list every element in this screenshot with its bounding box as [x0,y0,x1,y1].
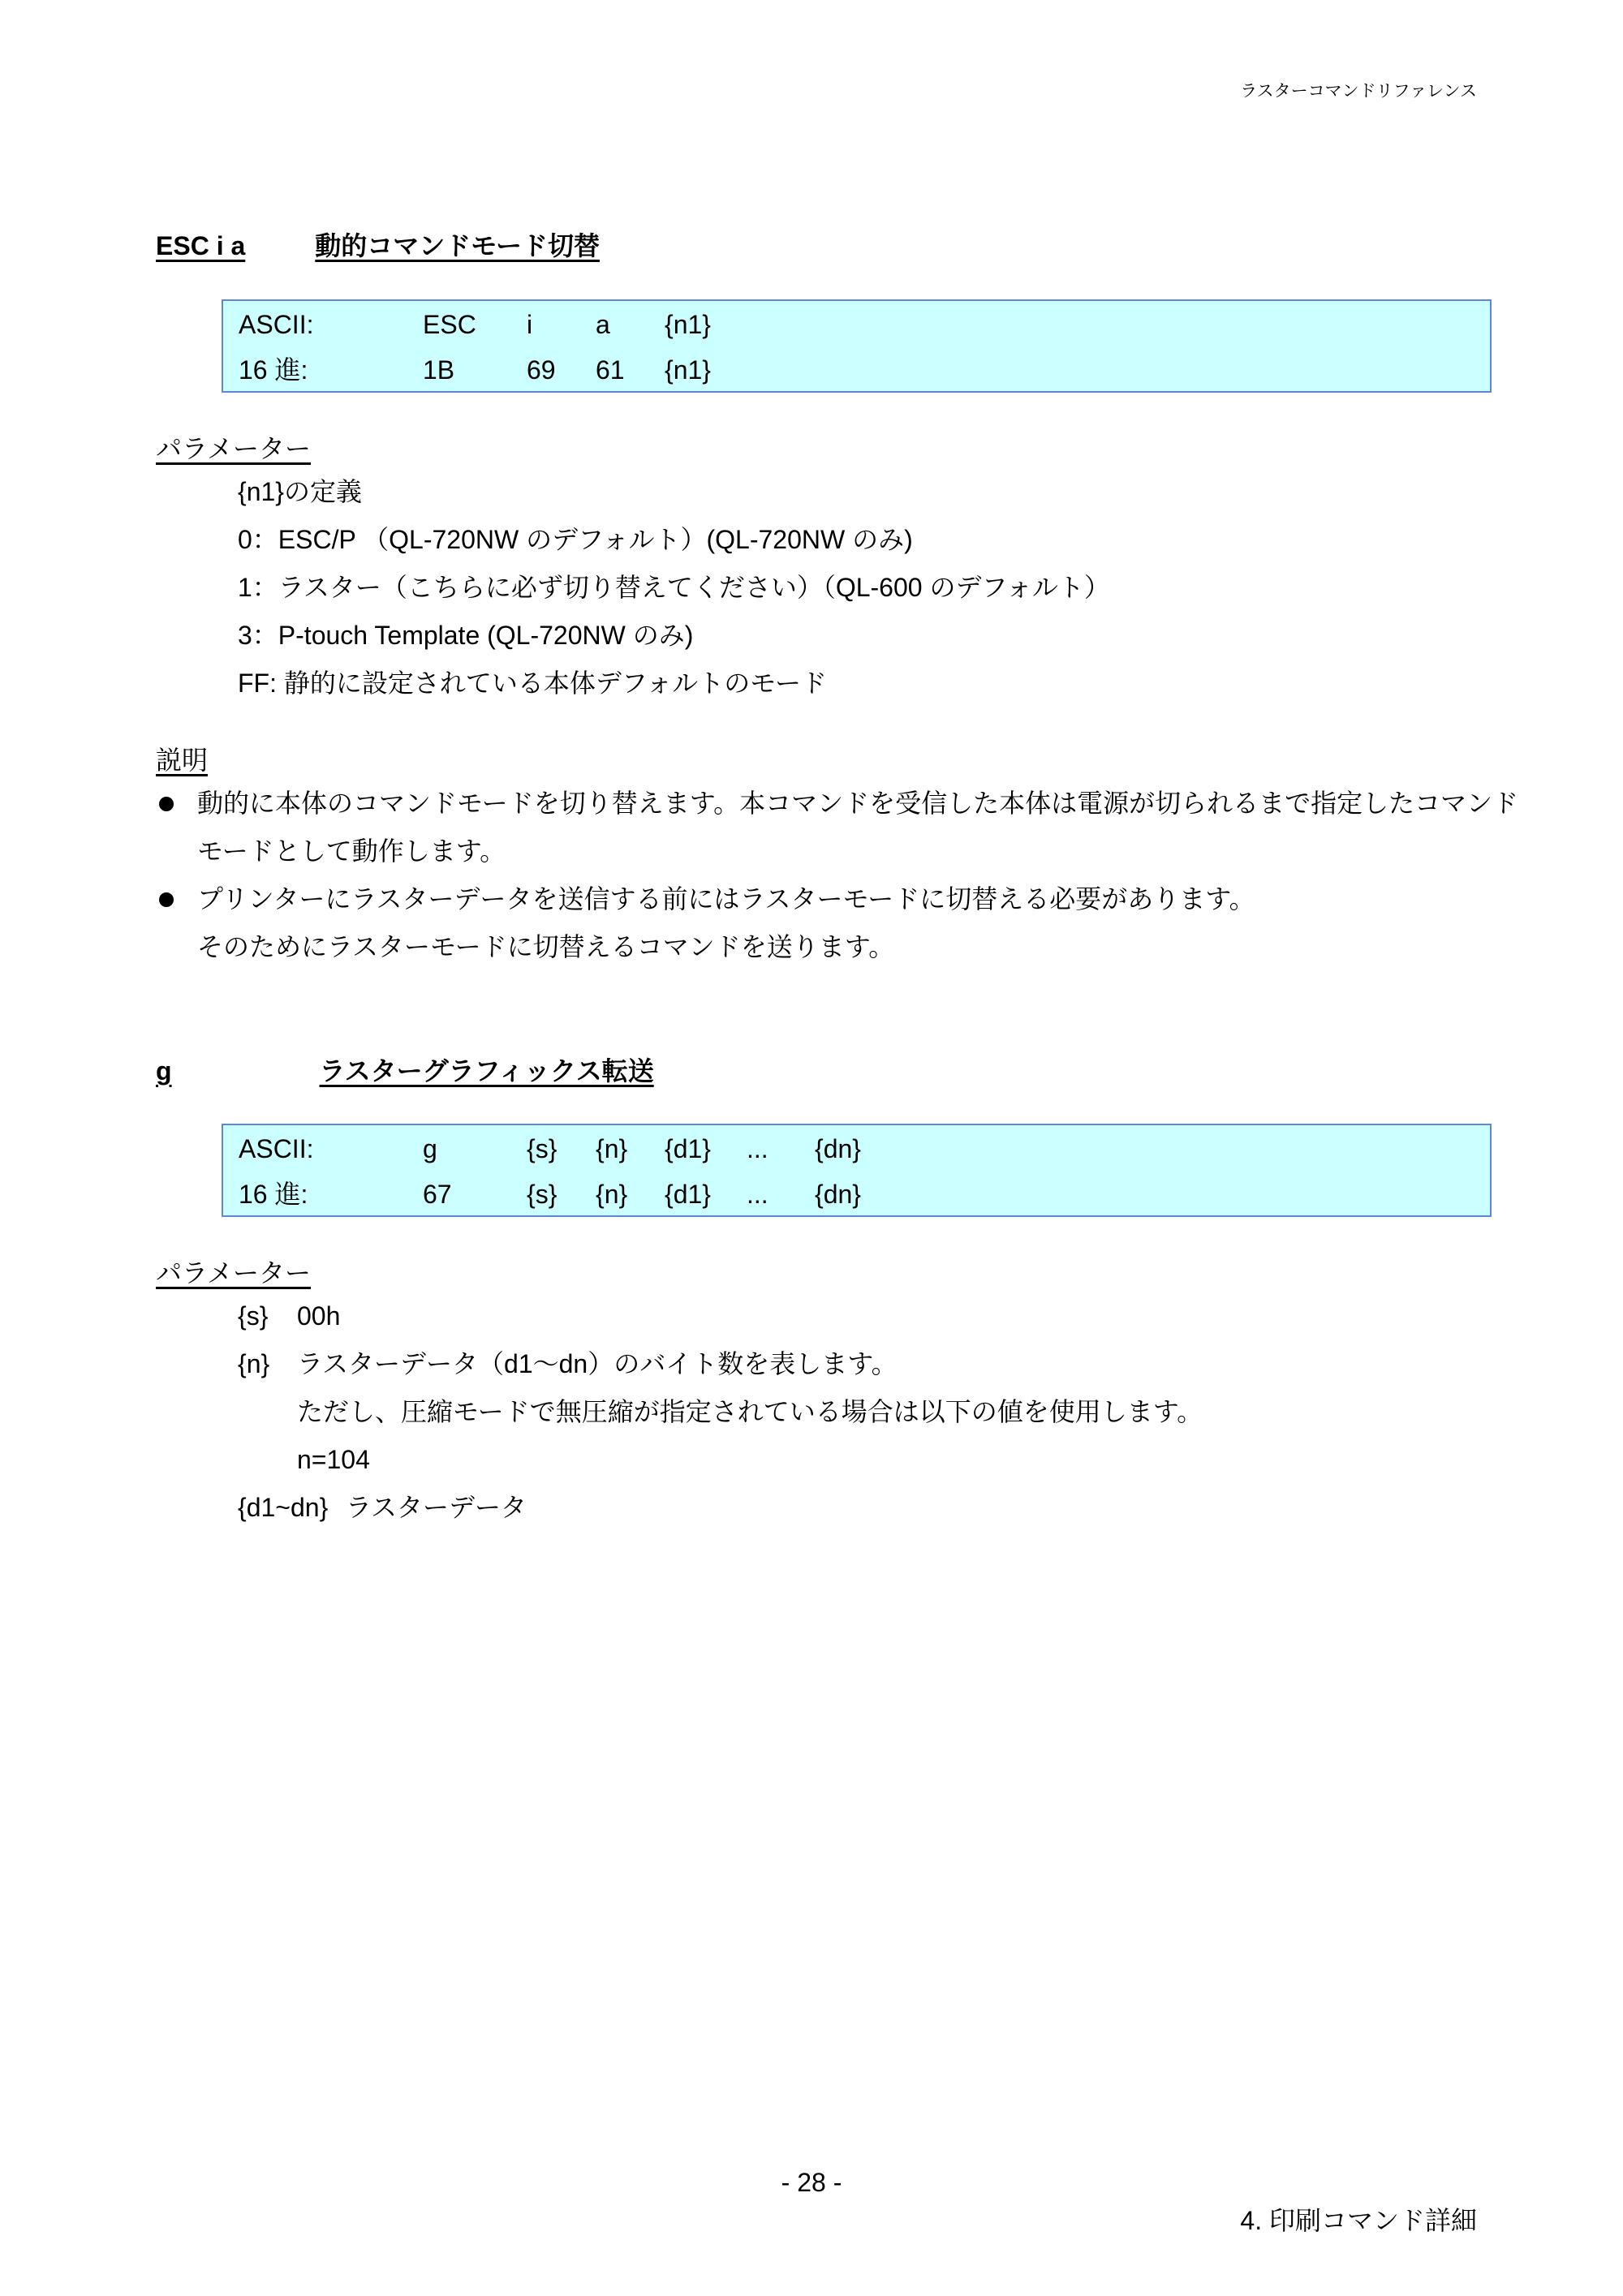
hex-value: {n1} [665,355,711,385]
description-heading: 説明 [156,746,209,775]
hex-value: 67 [423,1180,452,1209]
hex-value: {n} [596,1180,628,1209]
ascii-value: {d1} [665,1134,711,1163]
command-syntax-box [222,299,1492,393]
hex-value: {s} [527,1180,558,1209]
page-number: - 28 - [781,2168,842,2197]
command-title: ラスターグラフィックス転送 [319,1056,654,1086]
param-key: {n} [238,1349,270,1378]
param-line: FF: 静的に設定されている本体デフォルトのモード [238,669,827,698]
command-name: ESC i a [156,231,246,260]
hex-value: {d1} [665,1180,711,1209]
param-text: ラスターデータ（d1～dn）のバイト数を表します。 [297,1349,898,1378]
param-line: 3：P-touch Template (QL-720NW のみ) [238,621,694,650]
command-syntax-box [222,1124,1492,1217]
parameter-heading: パラメーター [156,434,312,463]
param-text: n=104 [297,1445,370,1474]
ascii-row [223,1125,1490,1172]
description-line: そのためにラスターモードに切替えるコマンドを送ります。 [197,932,895,961]
ascii-value: a [596,310,610,339]
description-line: プリンターにラスターデータを送信する前にはラスターモードに切替える必要があります。 [197,884,1255,914]
hex-value: 69 [527,355,556,385]
hex-value: 1B [423,355,455,385]
ascii-value: {dn} [815,1134,861,1163]
section-heading-g [156,1051,654,1088]
ascii-value: ... [747,1134,768,1163]
ascii-value: ESC [423,310,476,339]
hex-label: 16 進: [239,355,308,385]
section-heading-esc-i-a [156,226,600,263]
command-title: 動的コマンドモード切替 [315,231,600,260]
ascii-label: ASCII: [239,310,314,339]
param-line: 0：ESC/P （QL-720NW のデフォルト）(QL-720NW のみ) [238,525,913,554]
ascii-value: {n1} [665,310,711,339]
ascii-value: {s} [527,1134,558,1163]
ascii-row [223,301,1490,348]
hex-label: 16 進: [239,1180,308,1209]
hex-value: ... [747,1180,768,1209]
ascii-value: {n} [596,1134,628,1163]
param-line: {n1}の定義 [238,477,362,506]
parameter-heading: パラメーター [156,1258,312,1288]
ascii-label: ASCII: [239,1134,314,1163]
param-key: {s} [238,1301,269,1331]
bullet-icon [159,797,174,811]
ascii-value: g [423,1134,437,1163]
param-text: 00h [297,1301,341,1331]
param-line: 1：ラスター（こちらに必ず切り替えてください）（QL-600 のデフォルト） [238,573,1110,602]
ascii-value: i [527,310,533,339]
bullet-icon [159,892,174,907]
command-name: g [156,1056,172,1086]
hex-row [223,346,1490,393]
description-line: モードとして動作します。 [197,836,506,866]
hex-row [223,1171,1490,1218]
document-header: ラスターコマンドリファレンス [1240,82,1477,101]
hex-value: 61 [596,355,625,385]
param-text: ラスターデータ [346,1493,527,1522]
description-line: 動的に本体のコマンドモードを切り替えます。本コマンドを受信した本体は電源が切られるまで指定したコマンド [197,789,1519,818]
chapter-footer: 4. 印刷コマンド詳細 [1240,2206,1477,2235]
param-key: {d1~dn} [238,1493,329,1522]
param-text: ただし、圧縮モードで無圧縮が指定されている場合は以下の値を使用します。 [297,1397,1203,1426]
hex-value: {dn} [815,1180,861,1209]
